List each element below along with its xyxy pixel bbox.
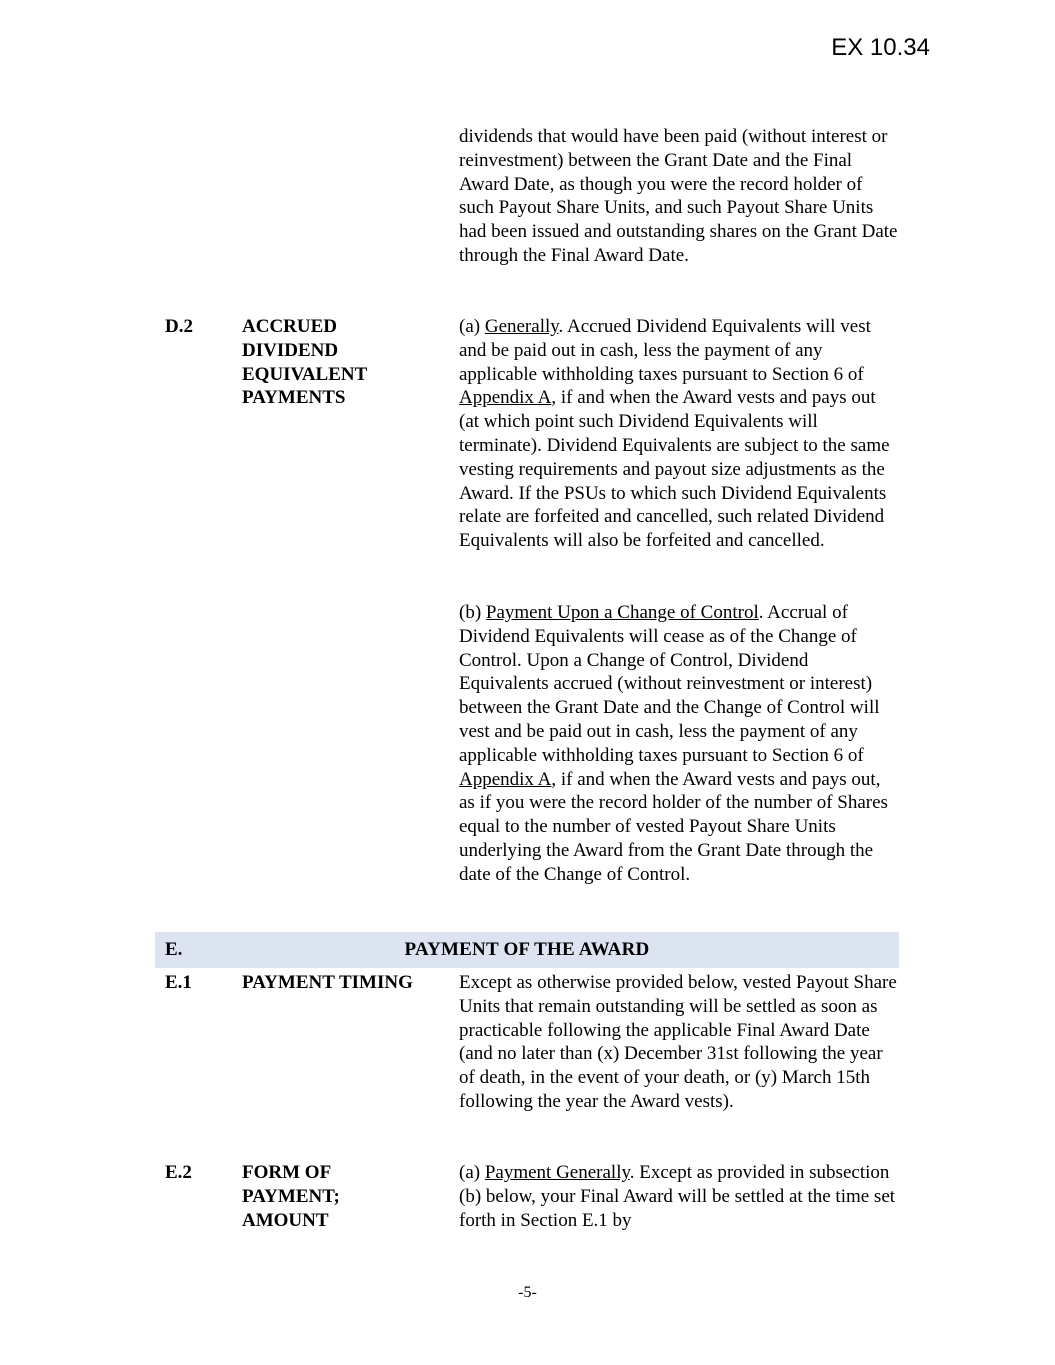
paragraph-a-text-post: , if and when the Award vests and pays out (at which point such Dividend Equivalents will terminate). Dividend Equivalents are subject to the same vesting requirements and payout size adjustments as the Award. If the PSUs to which such Dividend Equivalents relate are forfeited and cancelled, such related Dividend Equivalents will also be forfeited and cancelled. (459, 387, 890, 552)
e2-paragraph-a-text: . Except as provided in subsection (b) below, your Final Award will be settled at the time set forth in Section E.1 by (459, 1162, 896, 1231)
section-e2-heading: FORM OF PAYMENT; AMOUNT (242, 1162, 340, 1231)
e2-paragraph-a-label: (a) (459, 1162, 485, 1183)
section-d2-paragraph-b (459, 601, 899, 887)
section-e-header-band (155, 932, 899, 968)
paragraph-b-label: (b) (459, 602, 486, 623)
page-number: -5- (518, 1284, 537, 1301)
appendix-a-link[interactable]: Appendix A (459, 387, 552, 409)
section-e2-number: E.2 (165, 1162, 192, 1183)
paragraph-a-text-pre: . Accrued Dividend Equivalents will vest and be paid out in cash, less the payment of any applicable withholding taxes pursuant to Section 6 of (459, 316, 871, 385)
paragraph-b-text-post: , if and when the Award vests and pays out, as if you were the record holder of the number of Shares equal to the number of vested Payout Share Units underlying the Award from the Grant Date through the date of the Change of Control. (459, 768, 888, 885)
section-d2-paragraph-a (459, 315, 899, 553)
paragraph-a-title: Generally (484, 316, 559, 337)
exhibit-number: EX 10.34 (831, 34, 930, 61)
section-e-number: E. (165, 939, 183, 960)
section-d2-heading: ACCRUED DIVIDEND EQUIVALENT PAYMENTS (242, 316, 367, 409)
section-e1-paragraph: Except as otherwise provided below, vested Payout Share Units that remain outstanding will be settled as soon as practicable following the applicable Final Award Date (and no later than (x) December 31st following the year of death, in the event of your death, or (y) March 15th following the year the Award vests). (459, 972, 897, 1112)
section-e1-heading: PAYMENT TIMING (242, 972, 413, 993)
paragraph-b-text-pre: . Accrual of Dividend Equivalents will cease as of the Change of Control. Upon a Change of Control, Dividend Equivalents accrued (without reinvestment or interest) between the Grant Date and the Change of Control will vest and be paid out in cash, less the payment of any applicable withholding taxes pursuant to Section 6 of (459, 602, 880, 766)
paragraph-b-title: Payment Upon a Change of Control (485, 602, 759, 623)
paragraph-a-label: (a) (459, 316, 485, 337)
e2-paragraph-a-title: Payment Generally (484, 1162, 630, 1183)
section-e-title: PAYMENT OF THE AWARD (404, 939, 650, 960)
section-d2-number: D.2 (165, 316, 193, 337)
continuation-paragraph: dividends that would have been paid (without interest or reinvestment) between the Grant Date and the Final Award Date, as though you were the record holder of such Payout Share Units, and such Payout Share Units had been issued and outstanding shares on the Grant Date through the Final Award Date. (459, 126, 898, 266)
section-e2-paragraph-a (459, 1161, 899, 1232)
section-e1-number: E.1 (165, 972, 192, 993)
appendix-a-link[interactable]: Appendix A (459, 768, 552, 790)
